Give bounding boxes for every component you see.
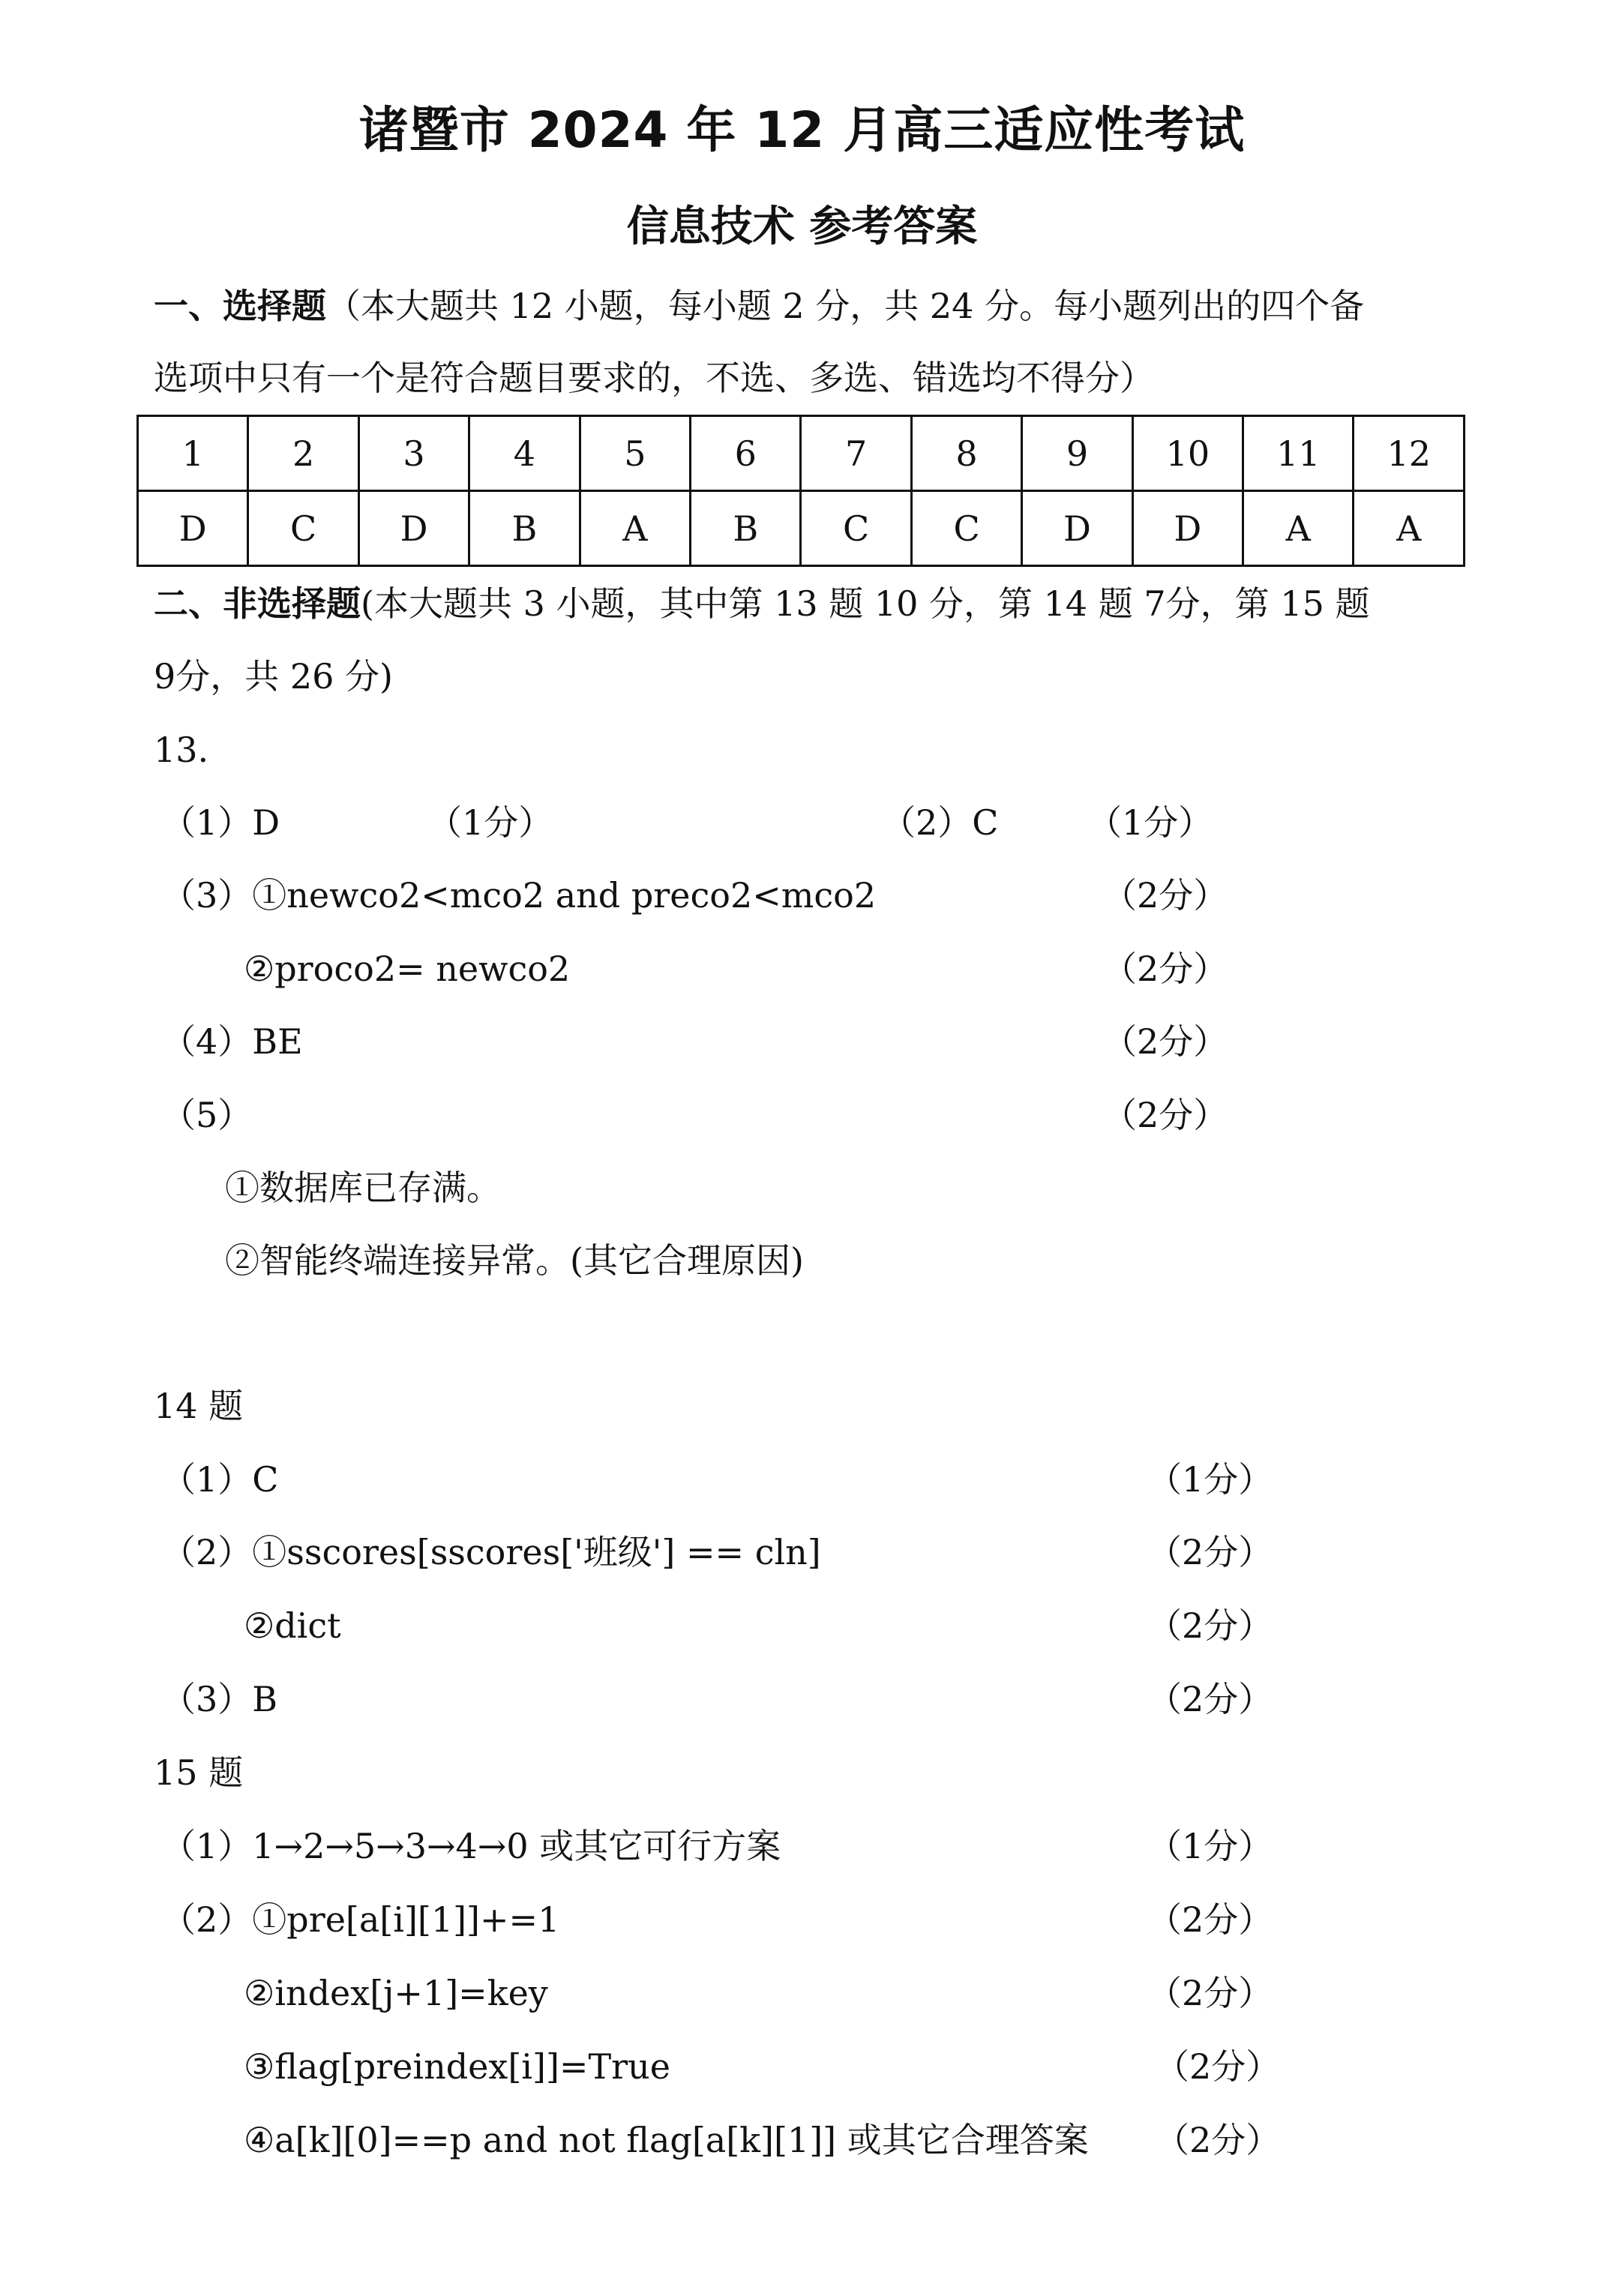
section1-desc-line2: 选项中只有一个是符合题目要求的，不选、多选、错选均不得分）	[154, 358, 1154, 398]
q13-part5: （5）	[161, 1095, 253, 1135]
q13-part2-score: （1分）	[1087, 802, 1213, 843]
q15-part2c: ③flag[preindex[i]]=True	[244, 2046, 670, 2087]
question-number-cell: 2	[248, 416, 358, 491]
q14-part2b-score: （2分）	[1147, 1605, 1273, 1646]
q13-part5-score: （2分）	[1102, 1095, 1228, 1135]
answer-cell: B	[691, 491, 801, 566]
q15-part2a-score: （2分）	[1147, 1899, 1273, 1940]
question-number-cell: 5	[580, 416, 690, 491]
q14-label: 14 题	[154, 1386, 244, 1426]
question-number-cell: 8	[911, 416, 1021, 491]
question-number-cell: 10	[1132, 416, 1243, 491]
q13-part1: （1）D	[161, 802, 280, 843]
page-title: 诸暨市 2024 年 12 月高三适应性考试	[358, 101, 1246, 159]
question-number-cell: 7	[801, 416, 911, 491]
answer-cell: C	[248, 491, 358, 566]
table-row-answers	[138, 491, 1465, 566]
page-subtitle: 信息技术 参考答案	[626, 202, 978, 251]
q15-part2d: ④a[k][0]==p and not flag[a[k][1]] 或其它合理答案	[244, 2120, 1089, 2160]
q14-part1-score: （1分）	[1147, 1459, 1273, 1500]
q14-part3: （3）B	[161, 1679, 278, 1719]
section1-desc-line1: （本大题共 12 小题，每小题 2 分，共 24 分。每小题列出的四个备	[326, 286, 1365, 326]
question-number-cell: 12	[1354, 416, 1465, 491]
q13-part5a: ①数据库已存满。	[225, 1167, 501, 1208]
q14-part2a-score: （2分）	[1147, 1532, 1273, 1572]
q15-part2c-score: （2分）	[1155, 2046, 1281, 2087]
q15-label: 15 题	[154, 1752, 244, 1793]
q13-part3b: ②proco2= newco2	[244, 949, 571, 989]
question-number-cell: 11	[1243, 416, 1354, 491]
q15-part2b: ②index[j+1]=key	[244, 1973, 548, 2013]
question-number-cell: 3	[358, 416, 469, 491]
question-number-cell: 9	[1022, 416, 1132, 491]
answer-cell: B	[469, 491, 580, 566]
section1-intro	[154, 283, 1364, 328]
q13-label: 13.	[154, 730, 209, 770]
q15-part2a: （2）①pre[a[i][1]]+=1	[161, 1899, 560, 1940]
q13-part2: （2）C	[881, 802, 999, 843]
answer-cell: A	[1243, 491, 1354, 566]
answer-cell: D	[358, 491, 469, 566]
section2-desc-line1: (本大题共 3 小题，其中第 13 题 10 分，第 14 题 7分，第 15 题	[361, 583, 1370, 624]
table-row-numbers	[138, 416, 1465, 491]
section1-heading: 一、选择题	[154, 286, 326, 326]
q15-part1: （1）1→2→5→3→4→0 或其它可行方案	[161, 1826, 781, 1866]
q14-part2b: ②dict	[244, 1605, 341, 1646]
section2-heading: 二、非选择题	[154, 583, 361, 624]
answer-cell: C	[801, 491, 911, 566]
q13-part3a-score: （2分）	[1102, 875, 1228, 916]
q13-part3b-score: （2分）	[1102, 949, 1228, 989]
q13-part5b: ②智能终端连接异常。(其它合理原因)	[225, 1240, 804, 1281]
question-number-cell: 6	[691, 416, 801, 491]
answer-cell: C	[911, 491, 1021, 566]
q13-part4: （4）BE	[161, 1021, 303, 1062]
choice-answer-table	[136, 415, 1465, 567]
q13-part1-score: （1分）	[427, 802, 553, 843]
q14-part3-score: （2分）	[1147, 1679, 1273, 1719]
q15-part1-score: （1分）	[1147, 1826, 1273, 1866]
q13-part4-score: （2分）	[1102, 1021, 1228, 1062]
q15-part2d-score: （2分）	[1155, 2120, 1281, 2160]
q14-part2a: （2）①sscores[sscores['班级'] == cln]	[161, 1532, 821, 1572]
answer-cell: A	[1354, 491, 1465, 566]
question-number-cell: 4	[469, 416, 580, 491]
question-number-cell: 1	[138, 416, 248, 491]
section2-desc-line2: 9分，共 26 分)	[154, 656, 393, 697]
answer-cell: A	[580, 491, 690, 566]
answer-cell: D	[1132, 491, 1243, 566]
q15-part2b-score: （2分）	[1147, 1973, 1273, 2013]
answer-cell: D	[138, 491, 248, 566]
q13-part3a: （3）①newco2<mco2 and preco2<mco2	[161, 875, 877, 916]
q14-part1: （1）C	[161, 1459, 279, 1500]
answer-cell: D	[1022, 491, 1132, 566]
section2-intro	[154, 581, 1369, 626]
